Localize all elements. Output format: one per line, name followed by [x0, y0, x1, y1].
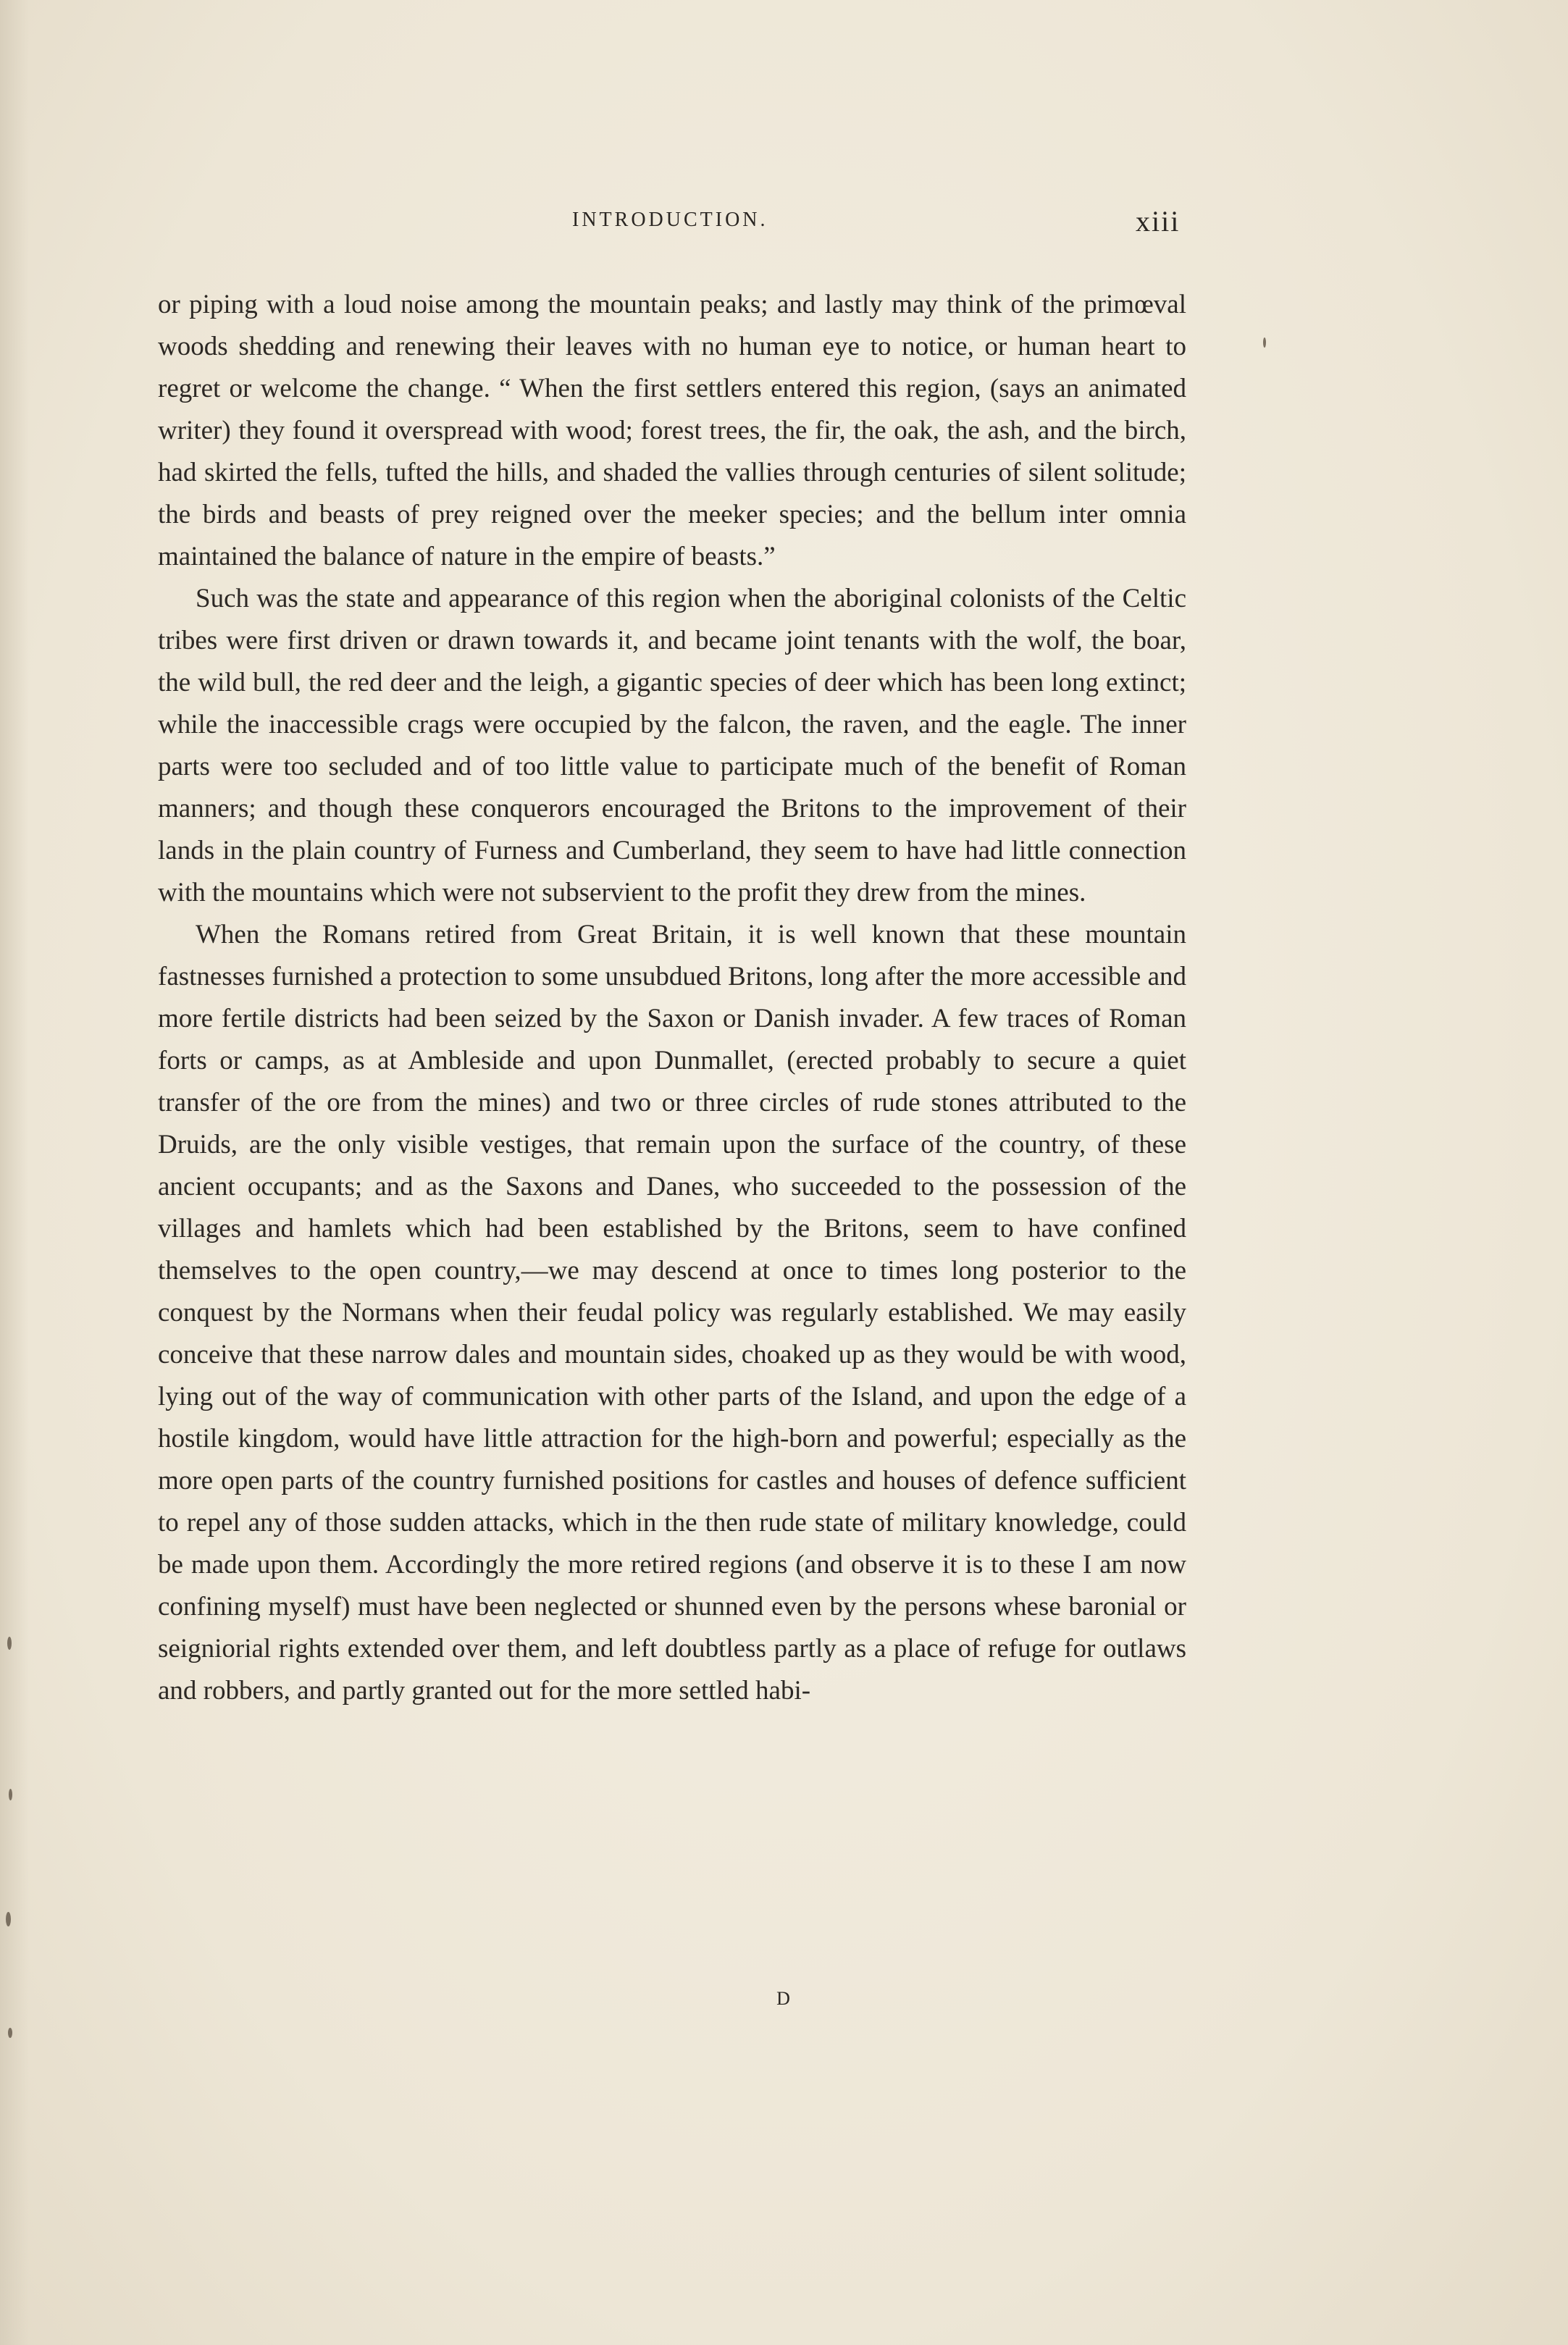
margin-speck	[6, 1912, 11, 1926]
paragraph-3: When the Romans retired from Great Britain, it is well known that these mountain fastnesses furnished a protection to some unsubdued Britons, long after the more accessible and more fertile districts had been seized by the Saxon or Danish invader. A few traces of Roman forts or camps, as at Ambleside and upon Dunmallet, (erected probably to secure a quiet transfer of the ore from the mines) and two or three circles of rude stones attributed to the Druids, are the only visible vestiges, that remain upon the surface of the country, of these ancient occupants; and as the Saxons and Danes, who succeeded to the possession of the villages and hamlets which had been established by the Britons, seem to have confined themselves to the open country,—we may descend at once to times long posterior to the conquest by the Normans when their feudal policy was regularly established. We may easily conceive that these narrow dales and mountain sides, choaked up as they would be with wood, lying out of the way of communication with other parts of the Island, and upon the edge of a hostile kingdom, would have little attraction for the high-born and powerful; especially as the more open parts of the country furnished positions for castles and houses of defence sufficient to repel any of those sudden attacks, which in the then rude state of military knowledge, could be made upon them. Accordingly the more retired regions (and observe it is to these I am now confining myself) must have been neglected or shunned even by the persons whese baronial or seigniorial rights extended over them, and left doubtless partly as a place of refuge for outlaws and robbers, and partly granted out for the more settled habi-	[158, 920, 1186, 1706]
body-text	[158, 284, 1186, 1712]
page-header	[0, 205, 1568, 245]
page-number: xiii	[1136, 205, 1181, 238]
margin-speck	[7, 1637, 12, 1650]
running-head: INTRODUCTION.	[572, 209, 768, 231]
paragraph-1: or piping with a loud noise among the mountain peaks; and lastly may think of the primœval woods shedding and renewing their leaves with no human eye to notice, or human heart to regret or welcome the change. “ When the first settlers entered this region, (says an animated writer) they found it overspread with wood; forest trees, the fir, the oak, the ash, and the birch, had skirted the fells, tufted the hills, and shaded the vallies through centuries of silent solitude; the birds and beasts of prey reigned over the meeker species; and the bellum inter omnia maintained the balance of nature in the empire of beasts.”	[158, 290, 1186, 571]
paragraph-2: Such was the state and appearance of this region when the aboriginal colonists of the Celtic tribes were first driven or drawn towards it, and became joint tenants with the wolf, the boar, the wild bull, the red deer and the leigh, a gigantic species of deer which has been long extinct; while the inaccessible crags were occupied by the falcon, the raven, and the eagle. The inner parts were too secluded and of too little value to participate much of the benefit of Roman manners; and though these conquerors encouraged the Britons to the improvement of their lands in the plain country of Furness and Cumberland, they seem to have had little connection with the mountains which were not subservient to the profit they drew from the mines.	[158, 584, 1186, 907]
margin-speck	[8, 2028, 12, 2038]
margin-speck	[1263, 337, 1266, 348]
signature-mark: D	[776, 1988, 792, 2009]
margin-speck	[9, 1789, 12, 1800]
